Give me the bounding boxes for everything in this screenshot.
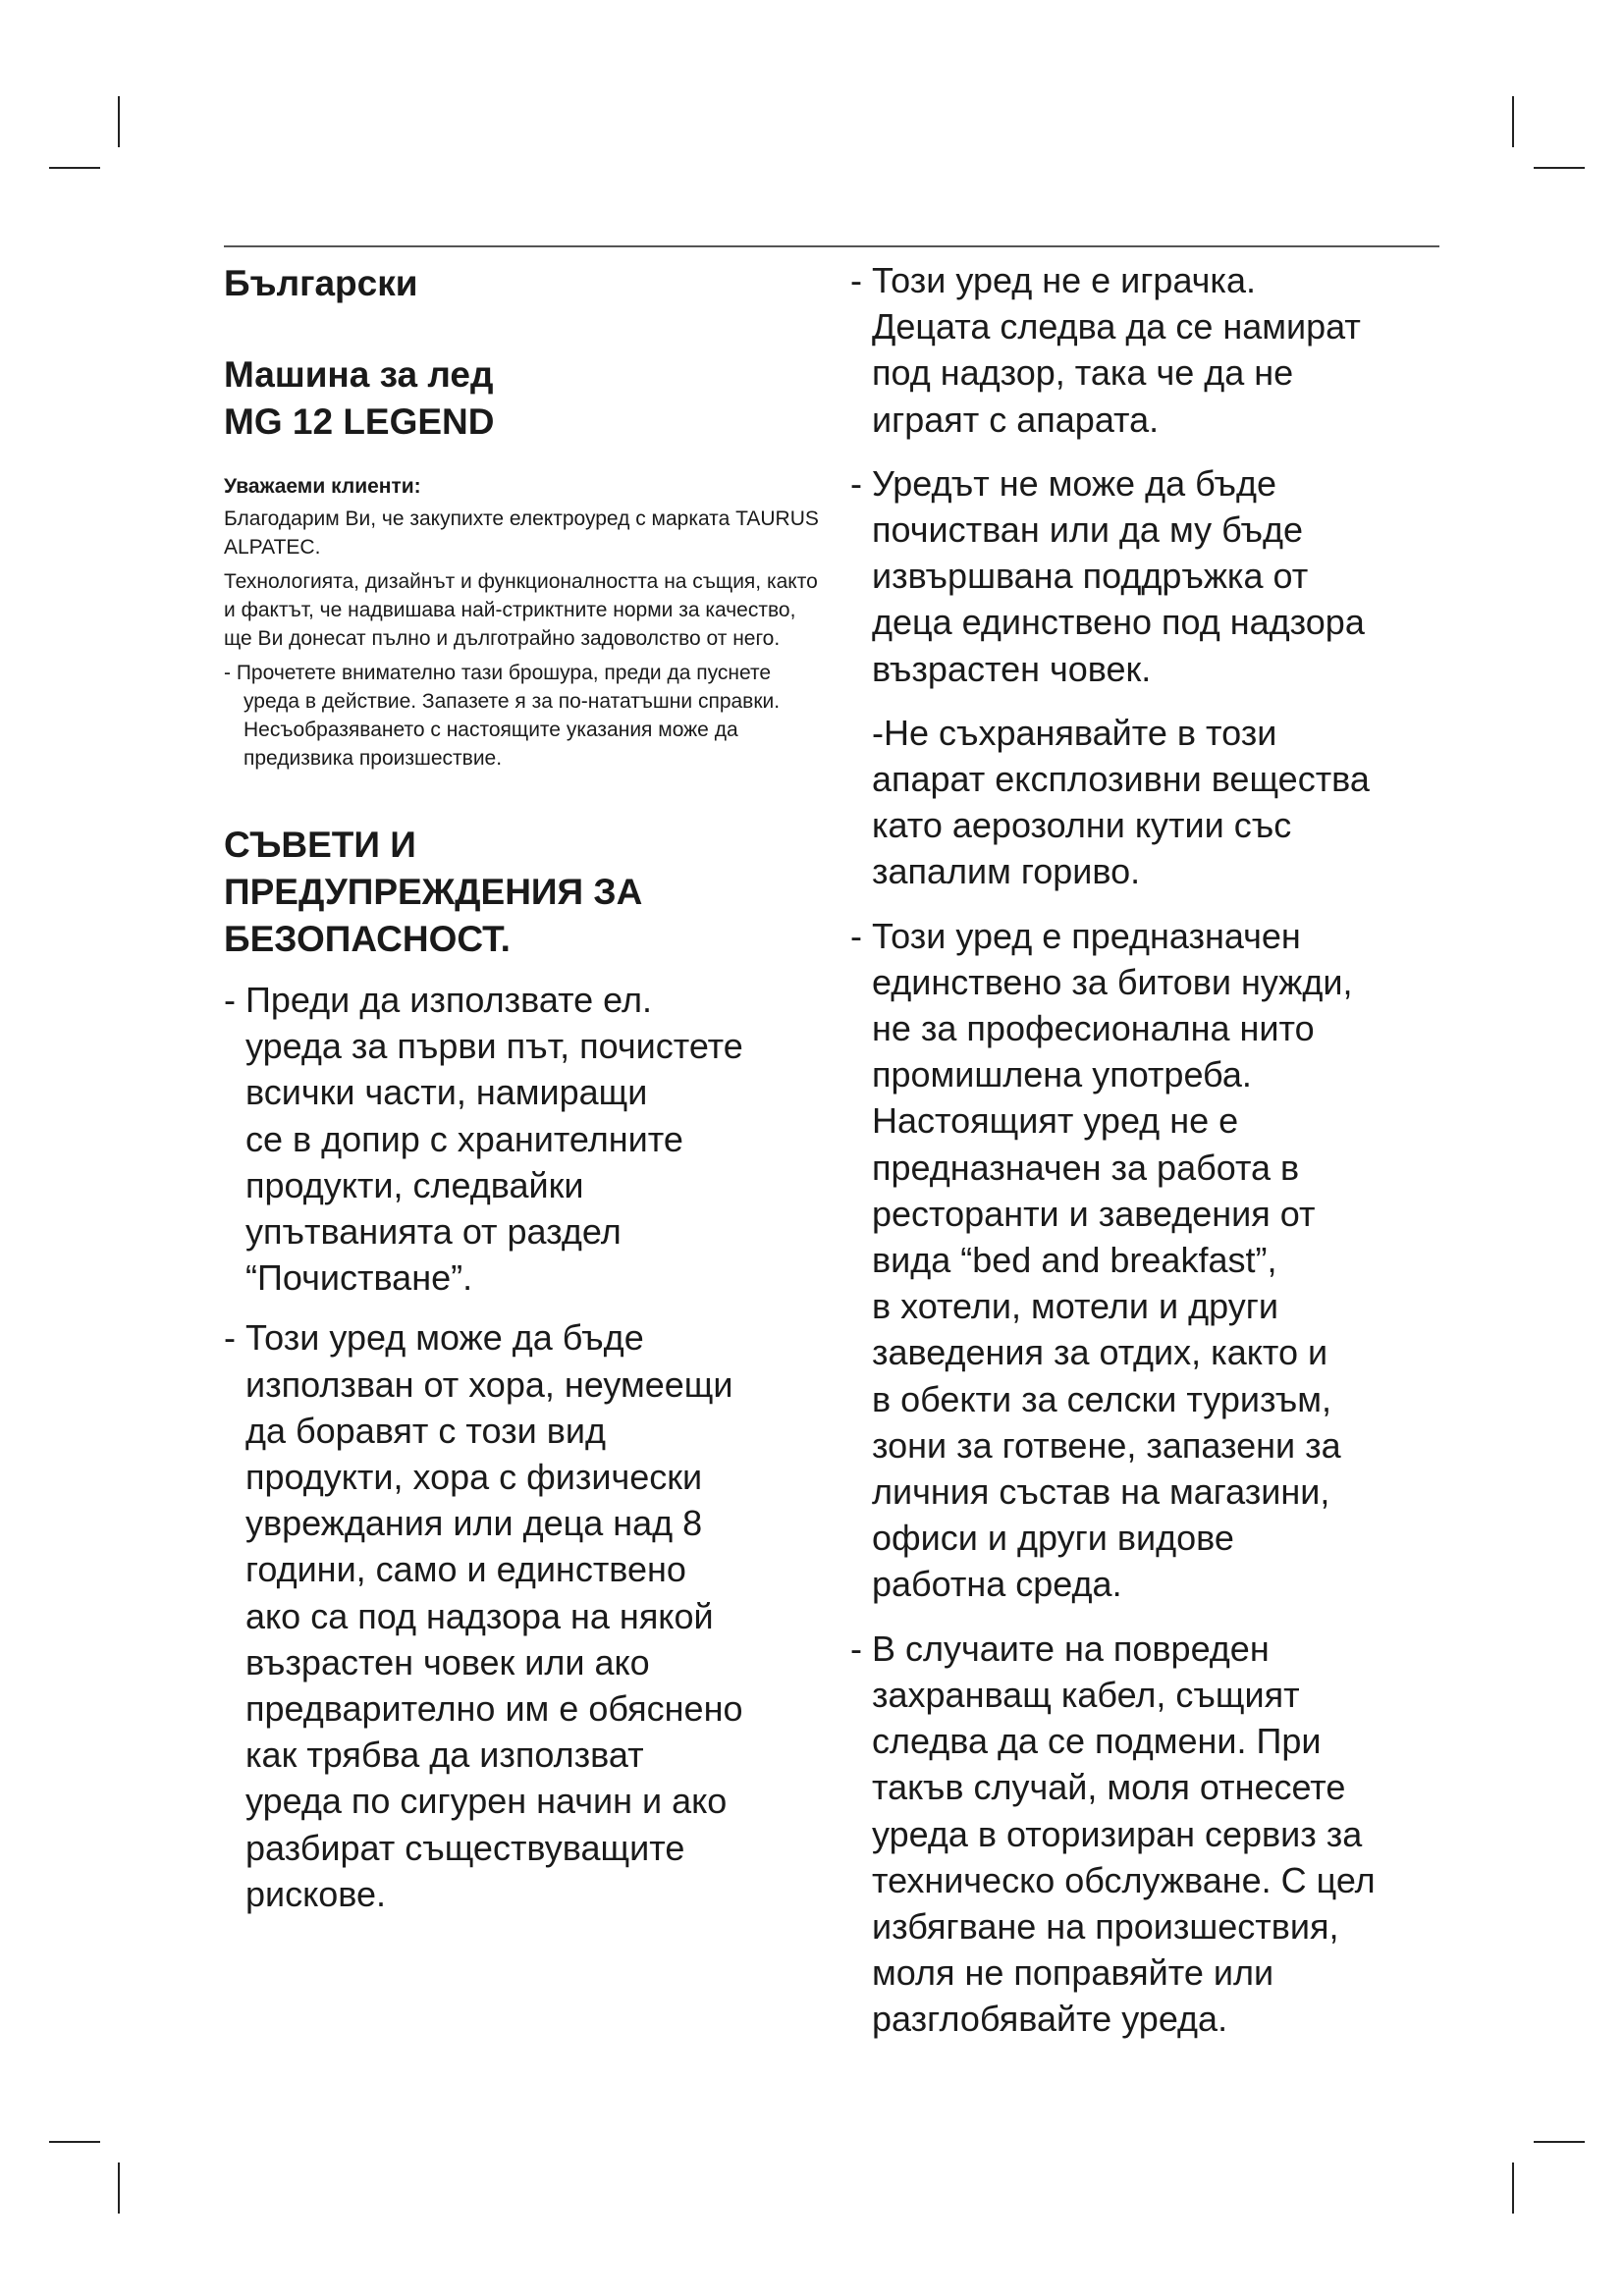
crop-mark-bottom-left-vertical <box>118 2163 120 2214</box>
crop-mark-bottom-right-horizontal <box>1534 2141 1585 2143</box>
crop-mark-top-left-horizontal <box>49 167 100 169</box>
product-model: MG 12 LEGEND <box>224 401 495 442</box>
safety-heading-line2: ПРЕДУПРЕЖДЕНИЯ ЗА <box>224 872 643 912</box>
left-column <box>224 257 823 1931</box>
crop-mark-top-right-vertical <box>1512 96 1514 147</box>
safety-item: - Този уред е предназначен единствено за битови нужди, не за професионална нито промишлена употреба. Настоящият уред не е предназначен за работа в ресторанти и заведения от вида “bed and breakfast”, в хотели, мотели и други заведения за отдих, както и в обекти за селски туризъм, зони за готвене, запазени за личния състав на магазини, офиси и други видове работна среда. <box>850 915 1353 1605</box>
language-heading: Български <box>224 263 418 303</box>
greeting: Уважаеми клиенти: <box>224 475 421 498</box>
safety-item: -Не съхранявайте в този апарат експлозивни вещества като аерозолни кутии със запалим гориво. <box>872 712 1370 892</box>
crop-mark-bottom-right-vertical <box>1512 2163 1514 2214</box>
product-title-line1: Машина за лед <box>224 354 494 395</box>
crop-mark-bottom-left-horizontal <box>49 2141 100 2143</box>
safety-heading-line1: СЪВЕТИ И <box>224 825 416 865</box>
safety-heading-line3: БЕЗОПАСНОСТ. <box>224 919 511 959</box>
safety-item: - Уредът не може да бъде почистван или да му бъде извършвана поддръжка от деца единствено под надзора възрастен човек. <box>850 462 1365 689</box>
intro-paragraph-2: Технологията, дизайнът и функционалността на същия, както и фактът, че надвишава най-стриктните норми за качество, ще Ви донесат пълно и дълготрайно задоволство от него. <box>224 570 818 650</box>
right-column <box>850 257 1454 2060</box>
crop-mark-top-left-vertical <box>118 96 120 147</box>
safety-item: - Този уред може да бъде използван от хора, неумеещи да боравят с този вид продукти, хора с физически увреждания или деца над 8 години, само и единствено ако са под надзора на някой възрастен човек или ако предварително им е обяснено как трябва да използват уреда по сигурен начин и ако разбират съществуващите рискове. <box>224 1317 743 1914</box>
safety-item: - В случаите на повреден захранващ кабел, същият следва да се подмени. При такъв случай, моля отнесете уреда в оторизиран сервиз за техническо обслужване. С цел избягване на произшествия, моля не поправяйте или разглобявайте уреда. <box>850 1628 1376 2040</box>
safety-item: - Преди да използвате ел. уреда за първи път, почистете всички части, намиращи се в допир с хранителните продукти, следвайки упътванията от раздел “Почистване”. <box>224 980 743 1299</box>
header-rule <box>224 245 1439 247</box>
crop-mark-top-right-horizontal <box>1534 167 1585 169</box>
product-title <box>224 351 823 446</box>
intro-paragraph-3: - Прочетете внимателно тази брошура, преди да пуснете уреда в действие. Запазете я за по-нататъшни справки. Несъобразяването с настоящите указания може да предизвика произшествие. <box>224 662 781 770</box>
safety-item: - Този уред не е играчка. Децата следва да се намират под надзор, така че да не играят с апарата. <box>850 260 1361 440</box>
intro-paragraph-1: Благодарим Ви, че закупихте електроуред с марката TAURUS ALPATEC. <box>224 507 819 559</box>
safety-heading <box>224 822 823 963</box>
